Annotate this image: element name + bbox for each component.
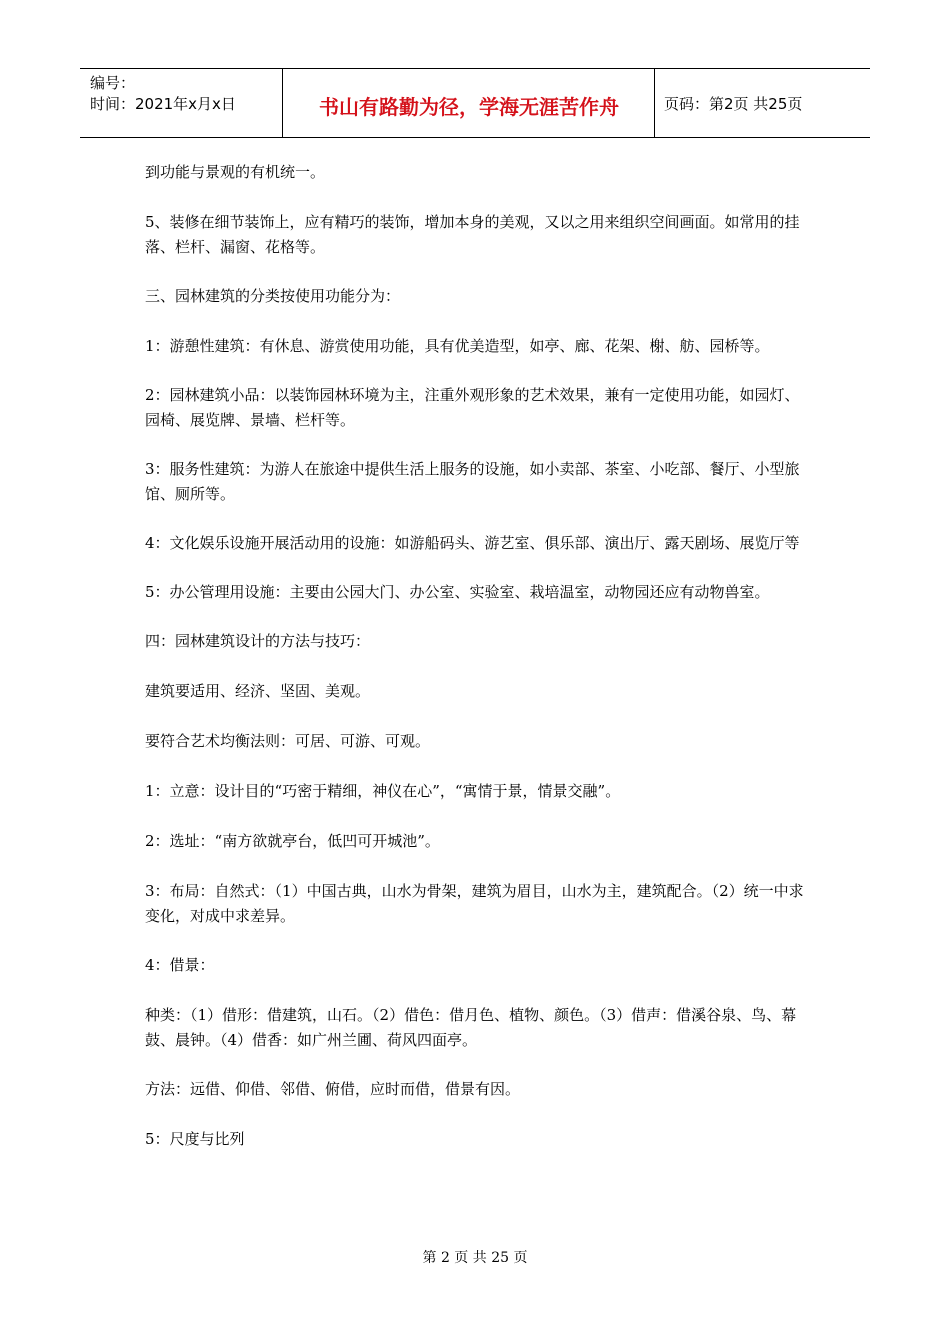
header-meta: [90, 73, 236, 115]
paragraph: 4：借景：: [145, 956, 215, 974]
document-body: [145, 160, 805, 1177]
paragraph: 三、园林建筑的分类按使用功能分为：: [145, 287, 401, 305]
doc-number-label: 编号：: [90, 74, 136, 92]
paragraph: 5：办公管理用设施：主要由公园大门、办公室、实验室、栽培温室，动物园还应有动物兽室。: [145, 583, 770, 601]
header-motto: 书山有路勤为径，学海无涯苦作舟: [319, 95, 619, 119]
paragraph: 1：立意：设计目的“巧密于精细，神仪在心”，“寓情于景，情景交融”。: [145, 782, 621, 800]
paragraph: 5、装修在细节装饰上，应有精巧的装饰，增加本身的美观，又以之用来组织空间画面。如常用的挂落、栏杆、漏窗、花格等。: [145, 213, 800, 256]
header-page-info: 页码：第2页 共25页: [664, 95, 803, 113]
paragraph: 1：游憩性建筑：有休息、游赏使用功能，具有优美造型，如亭、廊、花架、榭、舫、园桥等。: [145, 337, 770, 355]
header-divider: [654, 69, 655, 137]
paragraph: 4：文化娱乐设施开展活动用的设施：如游船码头、游艺室、俱乐部、演出厅、露天剧场、展览厅等: [145, 534, 800, 552]
paragraph: 2：选址：“南方欲就亭台，低凹可开城池”。: [145, 832, 440, 850]
paragraph: 四：园林建筑设计的方法与技巧：: [145, 632, 371, 650]
paragraph: 到功能与景观的有机统一。: [145, 163, 326, 181]
page-footer: 第 2 页 共 25 页: [422, 1250, 528, 1266]
paragraph: 种类：（1）借形：借建筑，山石。（2）借色：借月色、植物、颜色。（3）借声：借溪谷泉、鸟、幕鼓、晨钟。（4）借香：如广州兰圃、荷风四面亭。: [145, 1006, 797, 1049]
page-header: [80, 68, 870, 138]
paragraph: 要符合艺术均衡法则：可居、可游、可观。: [145, 732, 431, 750]
paragraph: 2：园林建筑小品：以装饰园林环境为主，注重外观形象的艺术效果，兼有一定使用功能，如园灯、园椅、展览牌、景墙、栏杆等。: [145, 386, 800, 429]
paragraph: 方法：远借、仰借、邻借、俯借，应时而借，借景有因。: [145, 1080, 521, 1098]
paragraph: 3：布局：自然式：（1）中国古典，山水为骨架，建筑为眉目，山水为主，建筑配合。（2）统一中求变化，对成中求差异。: [145, 882, 804, 925]
paragraph: 3：服务性建筑：为游人在旅途中提供生活上服务的设施，如小卖部、茶室、小吃部、餐厅、小型旅馆、厕所等。: [145, 460, 800, 503]
paragraph: 建筑要适用、经济、坚固、美观。: [145, 682, 371, 700]
date-label: 时间：2021年x月x日: [90, 95, 236, 113]
paragraph: 5：尺度与比列: [145, 1130, 245, 1148]
header-divider: [282, 69, 283, 137]
